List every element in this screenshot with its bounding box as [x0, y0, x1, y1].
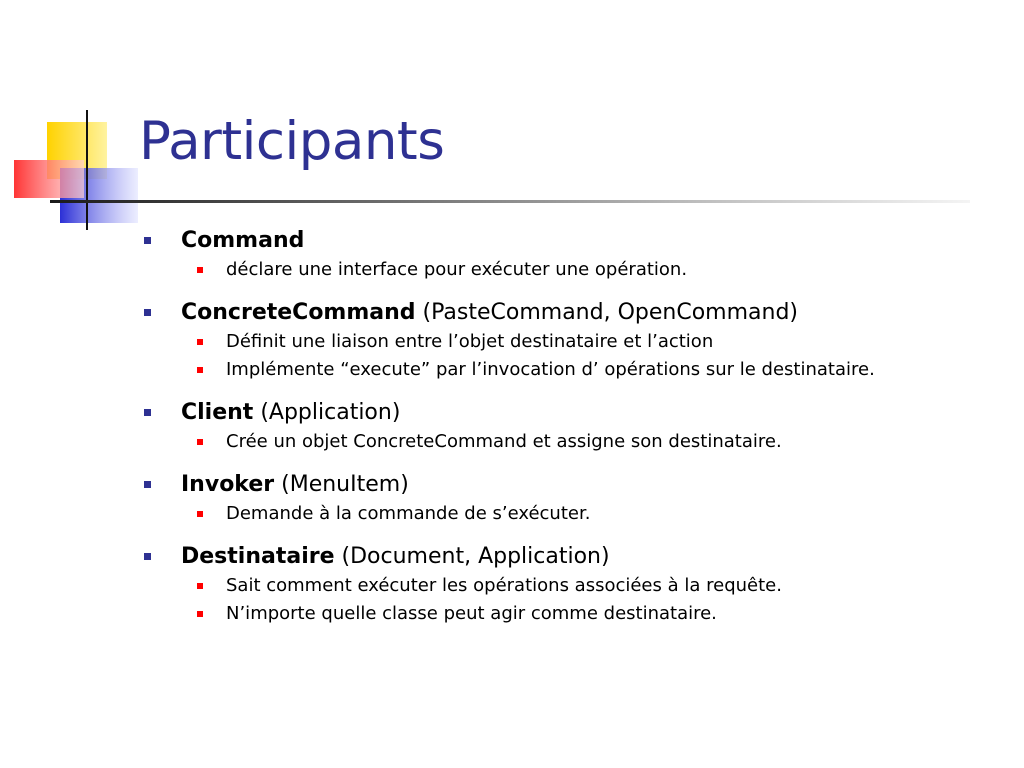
participant-name: Destinataire [181, 544, 335, 569]
list-item-concretecommand [0, 298, 1024, 384]
participant-name: ConcreteCommand [181, 300, 416, 325]
bullet-list [0, 226, 1024, 642]
square-bullet-icon [197, 267, 203, 273]
sub-item-text: Implémente “execute” par l’invocation d’ opérations sur le destinataire. [226, 359, 875, 380]
sub-item-text: N’importe quelle classe peut agir comme destinataire. [226, 603, 717, 624]
square-bullet-icon [197, 511, 203, 517]
sub-list-item [0, 572, 1024, 600]
square-bullet-icon [197, 611, 203, 617]
square-bullet-icon [197, 583, 203, 589]
participant-detail: (MenuItem) [281, 472, 409, 497]
square-bullet-icon [197, 439, 203, 445]
square-bullet-icon [144, 409, 151, 416]
sub-list-item [0, 328, 1024, 356]
sub-list-item [0, 428, 1024, 456]
participant-detail: (Document, Application) [341, 544, 610, 569]
list-item-client [0, 398, 1024, 456]
square-bullet-icon [144, 237, 151, 244]
sub-item-text: Définit une liaison entre l’objet destinataire et l’action [226, 331, 714, 352]
participant-name: Command [181, 228, 305, 253]
sub-item-text: Sait comment exécuter les opérations associées à la requête. [226, 575, 782, 596]
list-item-invoker [0, 470, 1024, 528]
participant-name: Invoker [181, 472, 275, 497]
participant-name: Client [181, 400, 254, 425]
square-bullet-icon [144, 481, 151, 488]
sub-list-item [0, 500, 1024, 528]
square-bullet-icon [197, 339, 203, 345]
list-item-command [0, 226, 1024, 284]
sub-item-text: Demande à la commande de s’exécuter. [226, 503, 591, 524]
sub-item-text: Crée un objet ConcreteCommand et assigne son destinataire. [226, 431, 782, 452]
slide-title: Participants [139, 111, 445, 172]
square-bullet-icon [197, 367, 203, 373]
sub-list-item [0, 600, 1024, 628]
list-item-destinataire [0, 542, 1024, 628]
title-underline-rule [50, 200, 970, 203]
sub-item-text: déclare une interface pour exécuter une opération. [226, 259, 688, 280]
participant-detail: (PasteCommand, OpenCommand) [422, 300, 798, 325]
decorative-squares-logo [0, 0, 160, 240]
square-bullet-icon [144, 553, 151, 560]
sub-list-item [0, 356, 1024, 384]
sub-list-item [0, 256, 1024, 284]
participant-detail: (Application) [260, 400, 401, 425]
square-bullet-icon [144, 309, 151, 316]
